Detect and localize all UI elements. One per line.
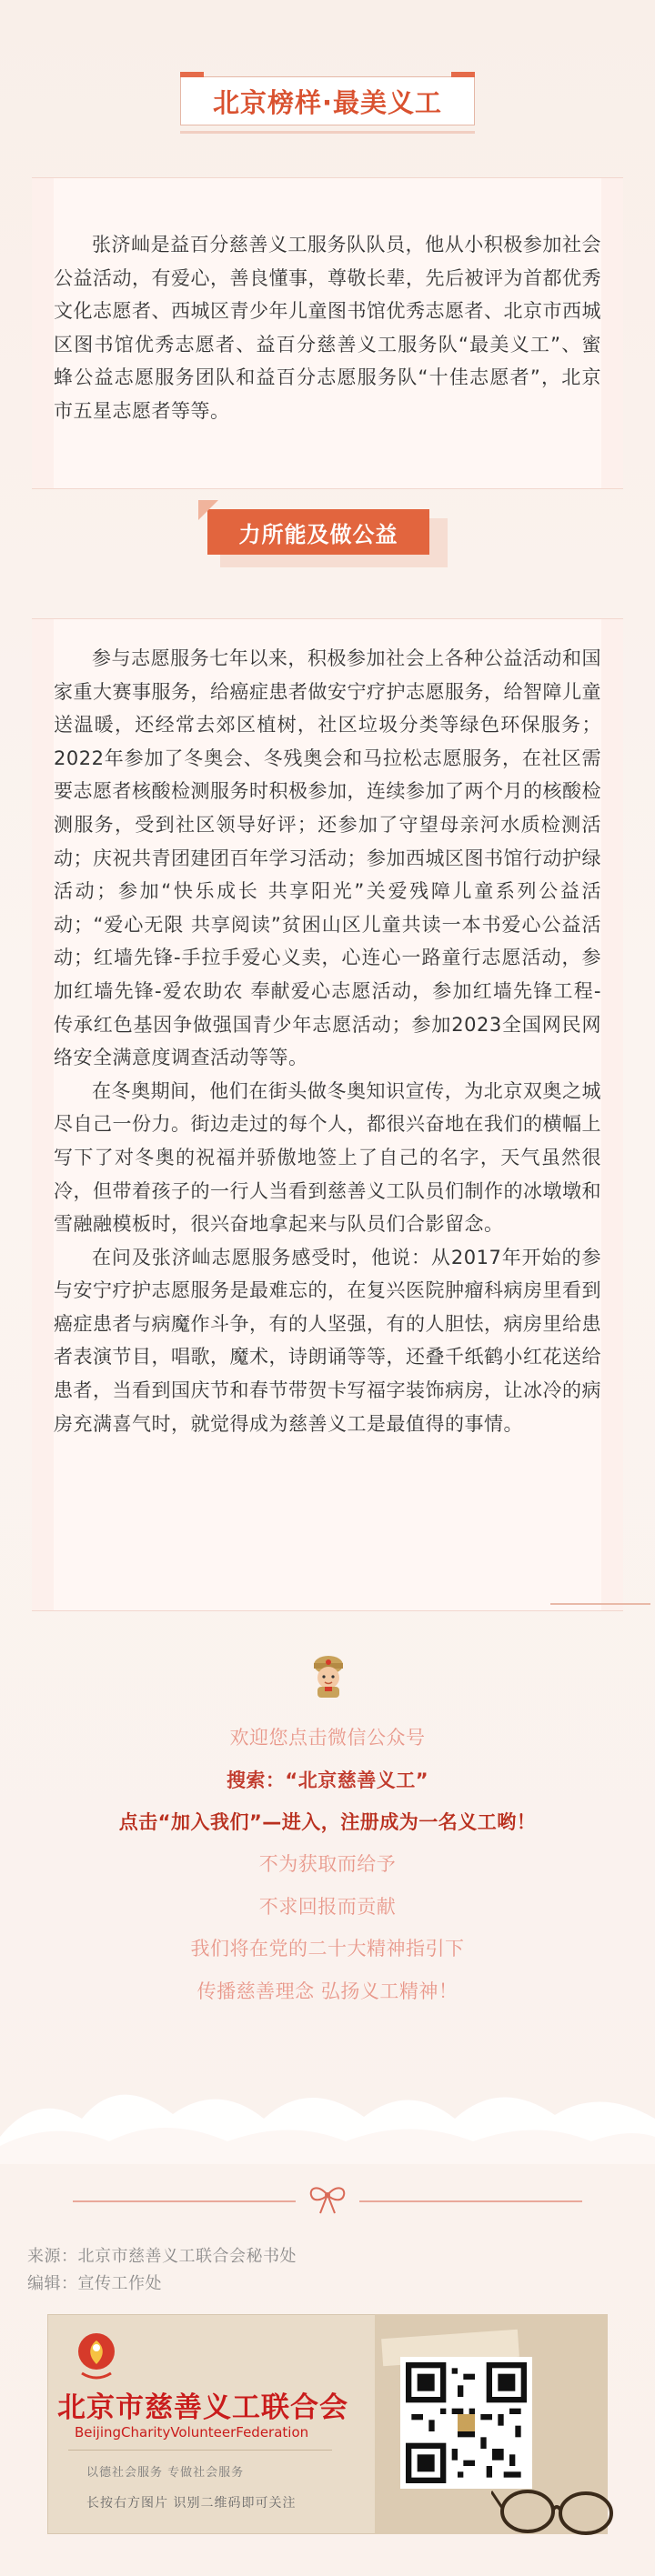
promo-line-1: 欢迎您点击微信公众号: [229, 1727, 426, 1749]
title-underline: [180, 131, 475, 134]
body-paragraphs: [54, 642, 601, 1440]
promo-line-5: 不求回报而贡献: [258, 1896, 397, 1918]
volunteer-mascot-icon: [307, 1652, 349, 1698]
editor-text: 编辑：宣传工作处: [27, 2274, 162, 2293]
promo-line-3: 点击“加入我们”—进入，注册成为一名义工哟！: [118, 1811, 537, 1833]
intro-paragraph: 张济屾是益百分慈善义工服务队队员，他从小积极参加社会公益活动，有爱心，善良懂事，尊敬长辈，先后被评为首都优秀文化志愿者、西城区青少年儿童图书馆优秀志愿者、北京市西城区图书馆优秀志愿者、益百分慈善义工服务队“最美义工”、蜜蜂公益志愿服务团队和益百分志愿服务队“十佳志愿者”，北京市五星志愿者等等。: [54, 234, 601, 422]
section-heading-box: [207, 509, 448, 567]
footer-org-english: BeijingCharityVolunteerFederation: [75, 2424, 309, 2441]
divider-right: [359, 2200, 582, 2202]
promo-line-2: 搜索：“北京慈善义工”: [226, 1769, 429, 1791]
federation-logo-icon: [76, 2331, 116, 2384]
promo-line-7: 传播慈善理念 弘扬义工精神！: [196, 1980, 458, 2002]
page-title-frame: [180, 76, 475, 125]
footer-org-name: 北京市慈善义工联合会: [57, 2391, 348, 2424]
bow-icon: [307, 2182, 348, 2219]
body-card-accent-line: [550, 1603, 650, 1605]
promo-line-6: 我们将在党的二十大精神指引下: [190, 1938, 465, 1960]
source-text: 来源：北京市慈善义工联合会秘书处: [27, 2247, 297, 2266]
page-title: 北京榜样·最美义工: [212, 86, 443, 118]
glasses-icon: [491, 2473, 619, 2537]
cloud-decoration: [0, 2028, 655, 2164]
section-heading: 力所能及做公益: [238, 521, 398, 547]
promo-line-4: 不为获取而给予: [258, 1853, 397, 1875]
footer-slogan-2: 长按右方图片 识别二维码即可关注: [86, 2496, 297, 2511]
body-paragraph: 参与志愿服务七年以来，积极参加社会上各种公益活动和国家重大赛事服务，给癌症患者做安宁疗护志愿服务，给智障儿童送温暖，还经常去郊区植树，社区垃圾分类等绿色环保服务；2022年参加了冬奥会、冬残奥会和马拉松志愿服务，在社区需要志愿者核酸检测服务时积极参加，连续参加了两个月的核酸检测服务，受到社区领导好评；还参加了守望母亲河水质检测活动；庆祝共青团建团百年学习活动；参加西城区图书馆行动护绿活动；参加“快乐成长 共享阳光”关爱残障儿童系列公益活动；“爱心无限 共享阅读”贫困山区儿童共读一本书爱心公益活动；红墙先锋-手拉手爱心义卖，心连心一路童行志愿活动，参加红墙先锋-爱农助农 奉献爱心志愿活动，参加红墙先锋工程-传承红色基因争做强国青少年志愿活动；参加2023全国网民网络安全满意度调查活动等等。: [54, 647, 601, 1069]
qr-code-icon[interactable]: [400, 2357, 532, 2489]
body-paragraph: 在冬奥期间，他们在街头做冬奥知识宣传，为北京双奥之城尽自己一份力。街边走过的每个人，都很兴奋地在我们的横幅上写下了对冬奥的祝福并骄傲地签上了自己的名字，天气虽然很冷，但带着孩子的一行人当看到慈善义工队员们制作的冰墩墩和雪融融模板时，很兴奋地拿起来与队员们合影留念。: [54, 1079, 601, 1236]
divider-left: [73, 2200, 296, 2202]
footer-banner-line: [68, 2450, 332, 2451]
body-paragraph: 在问及张济屾志愿服务感受时，他说：从2017年开始的参与安宁疗护志愿服务是最难忘的，在复兴医院肿瘤科病房里看到癌症患者与病魔作斗争，有的人坚强，有的人胆怯，病房里给患者表演节目，唱歌，魔术，诗朗诵等等，还叠千纸鹤小红花送给患者，当看到国庆节和春节带贺卡写福字装饰病房，让冰冷的病房充满喜气时，就觉得成为慈善义工是最值得的事情。: [54, 1246, 601, 1435]
footer-slogan-1: 以德社会服务 专做社会服务: [86, 2466, 245, 2480]
